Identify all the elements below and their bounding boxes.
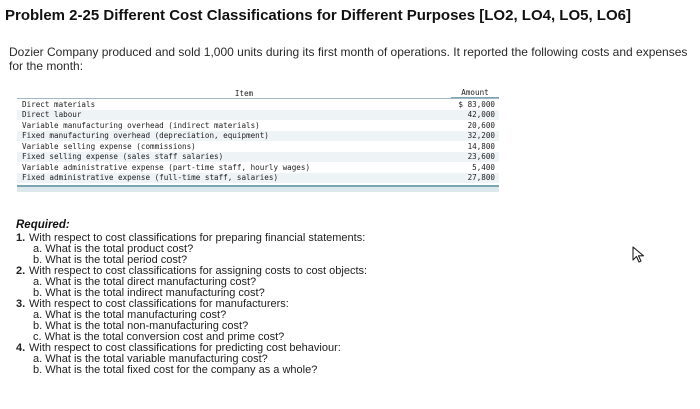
item-column-header: Item <box>234 89 254 98</box>
table-row <box>17 141 499 152</box>
item-cell: Variable administrative expense (part-time staff, hourly wages) <box>22 162 311 172</box>
sub-question: a. What is the total manufacturing cost? <box>33 309 227 321</box>
amount-cell: 14,800 <box>467 141 495 151</box>
sub-question: b. What is the total indirect manufacturing cost? <box>33 287 265 299</box>
question-text: With respect to cost classifications for manufacturers: <box>29 298 289 310</box>
question-number: 3. <box>16 298 26 310</box>
table-row <box>17 131 499 142</box>
problem-title: Problem 2-25 Different Cost Classifications for Different Purposes [LO2, LO4, LO5, LO6] <box>5 7 631 24</box>
question-number: 2. <box>16 265 26 277</box>
item-cell: Direct labour <box>22 110 82 120</box>
question-text: With respect to cost classifications for assigning costs to cost objects: <box>29 265 368 277</box>
amount-cell: 5,400 <box>472 162 495 172</box>
item-cell: Fixed manufacturing overhead (depreciation, equipment) <box>22 131 269 141</box>
item-cell: Fixed administrative expense (full-time staff, salaries) <box>22 173 279 183</box>
amount-cell: 27,800 <box>467 173 495 183</box>
problem-intro: Dozier Company produced and sold 1,000 units during its first month of operations. It reported the following costs and expenses for the month: <box>9 45 688 73</box>
table-row <box>17 173 499 184</box>
sub-question: b. What is the total fixed cost for the company as a whole? <box>33 364 318 376</box>
table-row <box>17 110 499 121</box>
amount-cell: 42,000 <box>467 110 495 120</box>
question-text: With respect to cost classifications for predicting cost behaviour: <box>29 342 341 354</box>
amount-cell: 23,600 <box>467 152 495 162</box>
table-row <box>17 152 499 163</box>
table-footer <box>17 185 499 192</box>
question-number: 1. <box>16 232 26 244</box>
sub-question: a. What is the total product cost? <box>33 243 194 255</box>
item-cell: Direct materials <box>22 99 96 109</box>
item-cell: Fixed selling expense (sales staff salaries) <box>22 152 224 162</box>
required-heading: Required: <box>16 219 70 231</box>
sub-question: b. What is the total period cost? <box>33 254 188 266</box>
sub-question: a. What is the total direct manufacturing cost? <box>33 276 257 288</box>
sub-question: b. What is the total non-manufacturing cost? <box>33 320 249 332</box>
table-body <box>17 99 499 183</box>
amount-cell: 32,200 <box>467 131 495 141</box>
mouse-pointer-icon <box>632 246 648 269</box>
table-row <box>17 120 499 131</box>
sub-question: a. What is the total variable manufacturing cost? <box>33 353 268 365</box>
table-row <box>17 162 499 173</box>
table-header <box>17 88 499 99</box>
sub-question: c. What is the total conversion cost and prime cost? <box>33 331 285 343</box>
table-row <box>17 99 499 110</box>
question-number: 4. <box>16 342 26 354</box>
amount-cell: $ 83,000 <box>458 99 495 109</box>
amount-column-header: Amount <box>451 88 499 98</box>
amount-cell: 20,600 <box>467 120 495 130</box>
cost-table <box>17 88 499 192</box>
required-list <box>16 233 416 376</box>
item-cell: Variable manufacturing overhead (indirect materials) <box>22 120 260 130</box>
item-cell: Variable selling expense (commissions) <box>22 141 196 151</box>
question-text: With respect to cost classifications for preparing financial statements: <box>29 232 366 244</box>
